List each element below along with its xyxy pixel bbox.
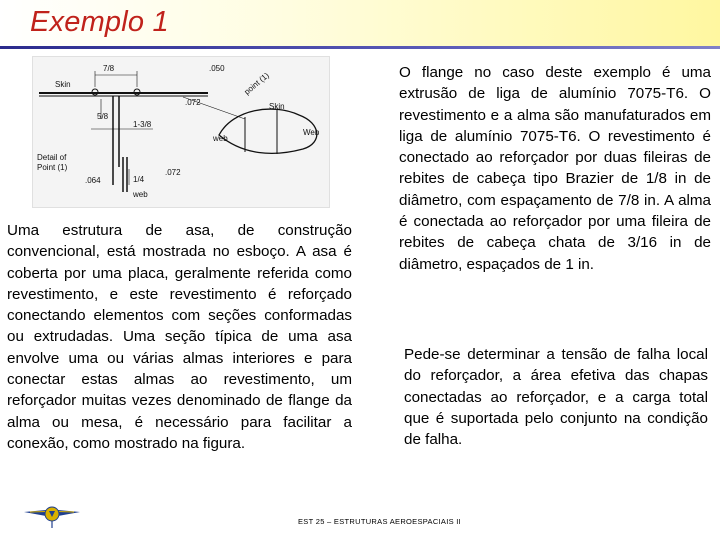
label-dim-072-a: .072 bbox=[185, 98, 201, 107]
label-detail-2: Point (1) bbox=[37, 163, 68, 172]
label-skin-top: Skin bbox=[55, 80, 71, 89]
label-dim-1-3-8: 1-3/8 bbox=[133, 120, 152, 129]
paragraph-task: Pede-se determinar a tensão de falha local do reforçador, a área efetiva das chapas conectadas ao reforçador, e a carga total que é suportada pelo conjunto na condição de falha. bbox=[404, 346, 708, 449]
label-dim-050: .050 bbox=[209, 64, 225, 73]
label-dim-1-4: 1/4 bbox=[133, 175, 145, 184]
label-dim-7-8: 7/8 bbox=[103, 64, 115, 73]
title-divider bbox=[0, 46, 720, 49]
label-web-b: Web bbox=[303, 128, 320, 137]
label-skin-right: Skin bbox=[269, 102, 285, 111]
wing-section-sketch bbox=[32, 56, 330, 208]
label-dim-072-b: .072 bbox=[165, 168, 181, 177]
paragraph-material: O flange no caso deste exemplo é uma extrusão de liga de alumínio 7075-T6. O revestimento e a alma são manufaturados em liga de alumínio 7075-T6. O revestimento é conectado ao reforçador por duas fileiras de rebites de cabeça tipo Brazier de 1/8 in de diâmetro, com espaçamento de 7/8 in. A alma é conectada ao reforçador por uma fileira de rebites de cabeça chata de 3/16 in de diâmetro, espaçados de 1 in. bbox=[399, 64, 711, 273]
slide-title: Exemplo 1 bbox=[30, 6, 169, 38]
label-web-c: web bbox=[133, 190, 148, 199]
label-dim-5-8: 5/8 bbox=[97, 112, 109, 121]
label-dim-064: .064 bbox=[85, 176, 101, 185]
label-web-a: web bbox=[213, 134, 228, 143]
footer-course: EST 25 – ESTRUTURAS AEROESPACIAIS II bbox=[298, 517, 462, 526]
label-point-1: point (1) bbox=[242, 70, 271, 97]
ita-wings-logo bbox=[22, 498, 82, 530]
paragraph-intro: Uma estrutura de asa, de construção convencional, está mostrada no esboço. A asa é coberta por uma placa, geralmente referida como revestimento, e este revestimento é reforçado conectando elementos com seções conformadas ou extrudadas. Uma seção típica de uma asa envolve uma ou várias almas interiores e para conectar estas almas ao revestimento, um reforçador muitas vezes denominado de flange da alma ou mesa, é necessário para facilitar a conexão, como mostrado na figura. bbox=[7, 222, 352, 452]
label-detail-1: Detail of bbox=[37, 153, 67, 162]
sketch-drawing bbox=[33, 57, 329, 207]
